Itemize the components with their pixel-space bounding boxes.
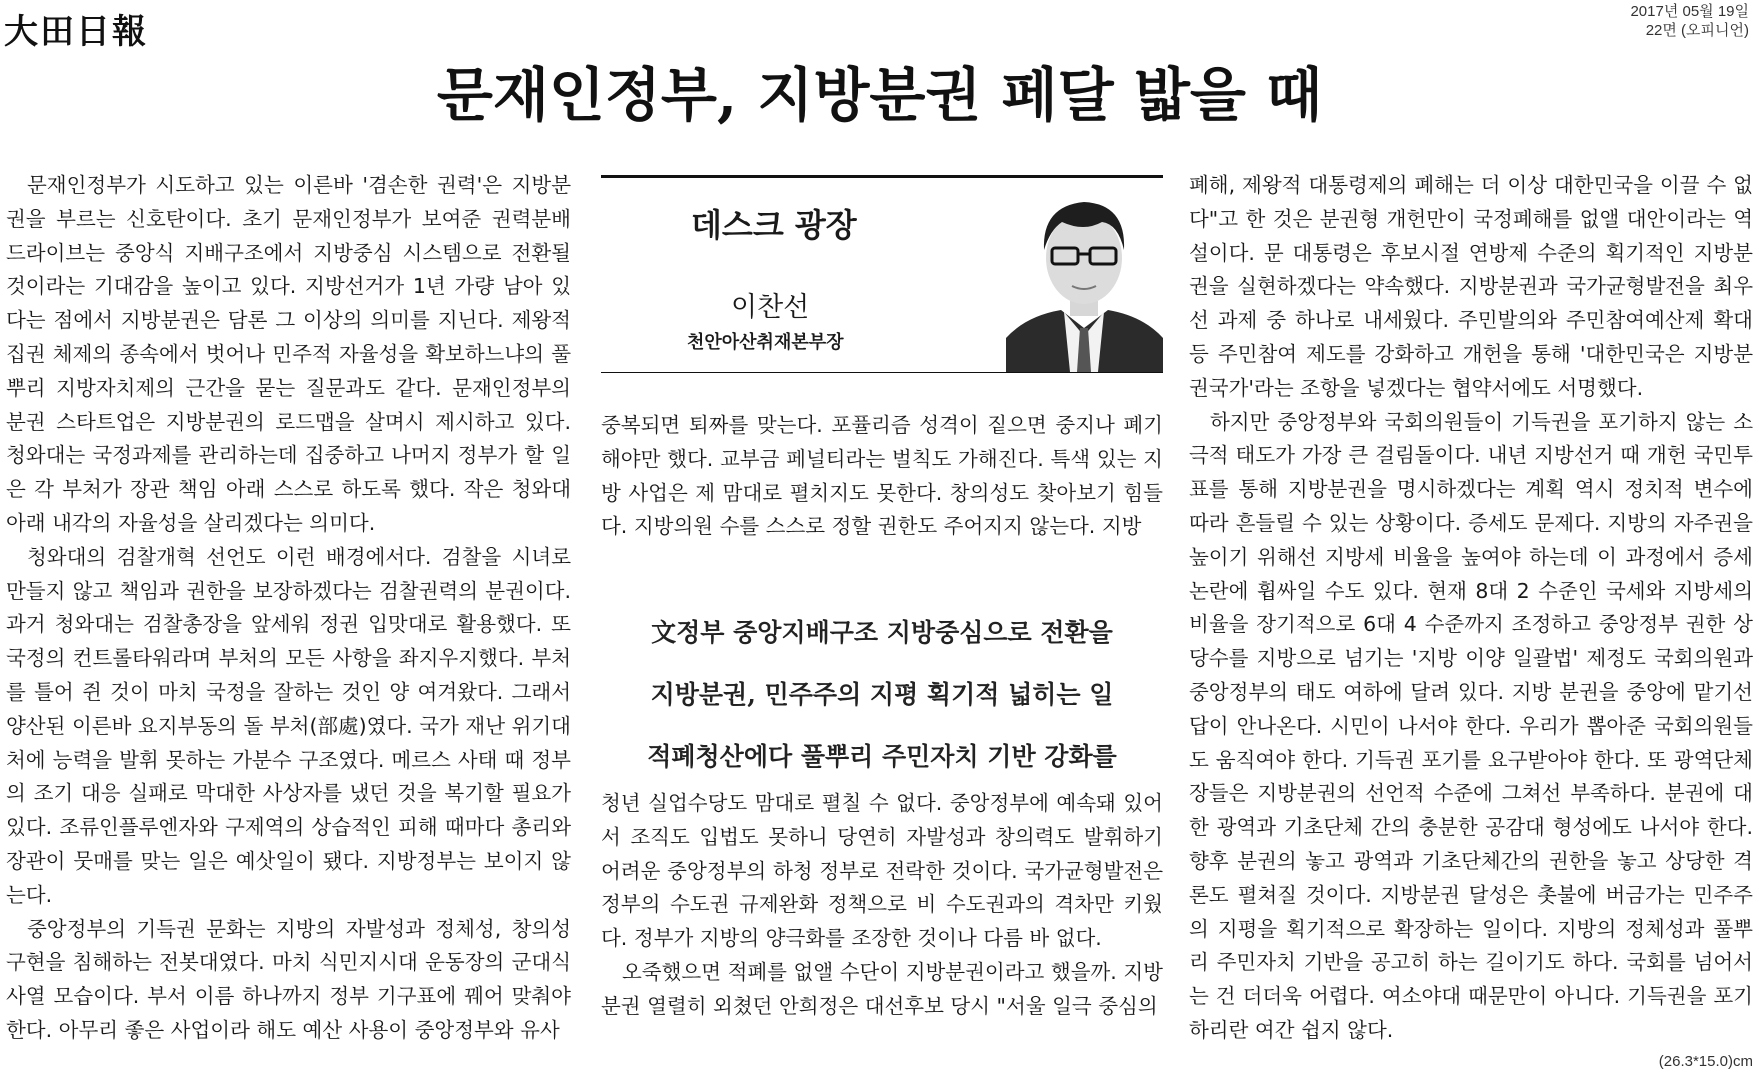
paragraph: 문재인정부가 시도하고 있는 이른바 '겸손한 권력'은 지방분권을 부르는 신호탄이다. 초기 문재인정부가 보여준 권력분배 드라이브는 중앙식 지배구조에서 지방중심 시스템으로 전환될 것이라는 기대감을 높이고 있다. 지방선거가 1년 가량 남아 있다는 점에서 지방분권은 담론 그 이상의 의미를 지닌다. 제왕적 집권 체제의 종속에서 벗어나 민주적 자율성을 확보하느냐의 풀뿌리 지방자치제의 근간을 묻는 질문과도 같다. 문재인정부의 분권 스타트업은 지방분권의 로드맵을 살며시 제시하고 있다. 청와대는 국정과제를 관리하는데 집중하고 나머지 정부가 할 일은 각 부처가 장관 책임 아래 스스로 하도록 했다. 작은 청와대 아래 내각의 자율성을 살리겠다는 의미다.	[6, 173, 571, 535]
newspaper-logo: 大田日報	[4, 12, 148, 52]
author-photo	[1006, 188, 1163, 372]
pull-quote-line: 지방분권, 민주주의 지평 획기적 넓히는 일	[650, 680, 1114, 709]
article-headline: 문재인정부, 지방분권 페달 밟을 때	[436, 61, 1323, 129]
column-header-box	[601, 175, 1163, 373]
paragraph: 폐해, 제왕적 대통령제의 폐해는 더 이상 대한민국을 이끌 수 없다"고 한 것은 분권형 개헌만이 국정폐해를 없앨 대안이라는 역설이다. 문 대통령은 후보시절 연방제 수준의 획기적인 지방분권을 실현하겠다는 약속했다. 지방분권과 국가균형발전을 최우선 과제 중 하나로 내세웠다. 주민발의와 주민참여예산제 확대 등 주민참여 제도를 강화하고 개헌을 통해 '대한민국은 지방분권국가'라는 조항을 넣겠다는 협약서에도 서명했다.	[1189, 173, 1753, 400]
body-column-1	[6, 169, 571, 1048]
column-section-title: 데스크 광장	[691, 206, 857, 244]
paragraph: 하지만 중앙정부와 국회의원들이 기득권을 포기하지 않는 소극적 태도가 가장 큰 걸림돌이다. 내년 지방선거 때 개헌 국민투표를 통해 지방분권을 명시하겠다는 계획 역시 정치적 변수에 따라 흔들릴 수 있는 상황이다. 증세도 문제다. 지방의 자주권을 높이기 위해선 지방세 비율을 높여야 하는데 이 과정에서 증세 논란에 휩싸일 수도 있다. 현재 8대 2 수준인 국세와 지방세의 비율을 장기적으로 6대 4 수준까지 조정하고 중앙정부 권한 상당수를 지방으로 넘기는 '지방 이양 일괄법' 제정도 국회의원과 중앙정부의 태도 여하에 달려 있다. 지방 분권을 중앙에 맡기선 답이 안나온다. 시민이 나서야 한다. 우리가 뽑아준 국회의원들도 움직여야 한다. 기득권 포기를 요구받아야 한다. 또 광역단체장들은 지방분권의 선언적 수준에 그쳐선 부족하다. 분권에 대한 광역과 기초단체 간의 충분한 공감대 형성에도 나서야 한다. 향후 분권의 놓고 광역과 기초단체간의 권한을 놓고 상당한 격론도 펼쳐질 것이다. 지방분권 달성은 촛불에 버금가는 민주주의 지평을 획기적으로 확장하는 일이다. 지방의 정체성과 풀뿌리 주민자치 기반을 공고히 하는 길이기도 하다. 국회를 넘어서는 건 더더욱 어렵다. 여소야대 때문만이 아니다. 기득권을 포기하리란 여간 쉽지 않다.	[1189, 409, 1753, 1042]
paragraph: 중앙정부의 기득권 문화는 지방의 자발성과 정체성, 창의성 구현을 침해하는 전봇대였다. 마치 식민지시대 운동장의 군대식 사열 모습이다. 부서 이름 하나까지 정부 기구표에 꿰어 맞춰야 한다. 아무리 좋은 사업이라 해도 예산 사용이 중앙정부와 유사	[6, 916, 571, 1042]
body-column-2-top	[601, 409, 1163, 544]
article-size-note: (26.3*15.0)cm	[1658, 1053, 1753, 1070]
author-name: 이찬선	[731, 292, 810, 323]
paragraph: 청년 실업수당도 맘대로 펼칠 수 없다. 중앙정부에 예속돼 있어서 조직도 입법도 못하니 당연히 자발성과 창의력도 발휘하기 어려운 중앙정부의 하청 정부로 전락한 것이다. 국가균형발전은 정부의 수도권 규제완화 정책으로 비 수도권과의 격차만 키웠다. 정부가 지방의 양극화를 조장한 것이나 다름 바 없다.	[601, 791, 1163, 951]
paragraph: 청와대의 검찰개혁 선언도 이런 배경에서다. 검찰을 시녀로 만들지 않고 책임과 권한을 보장하겠다는 검찰권력의 분권이다. 과거 청와대는 검찰총장을 앞세워 정권 입맛대로 활용했다. 또 국정의 컨트롤타워라며 부처의 모든 사항을 좌지우지했다. 부처를 틀어 쥔 것이 마치 국정을 잘하는 것인 양 여겨왔다. 그래서 양산된 이른바 요지부동의 돌 부처(部處)였다. 국가 재난 위기대처에 능력을 발휘 못하는 가분수 구조였다. 메르스 사태 때 정부의 조기 대응 실패로 막대한 사상자를 냈던 것을 복기할 필요가 있다. 조류인플루엔자와 구제역의 상습적인 피해 때마다 총리와 장관이 뭇매를 맞는 일은 예삿일이 됐다. 지방정부는 보이지 않는다.	[6, 544, 571, 907]
issue-meta	[1630, 2, 1749, 40]
pull-quote-line: 文정부 중앙지배구조 지방중심으로 전환을	[651, 618, 1113, 647]
pull-quote	[601, 602, 1163, 788]
issue-date: 2017년 05월 19일	[1630, 3, 1749, 20]
paragraph: 중복되면 퇴짜를 맞는다. 포퓰리즘 성격이 짙으면 중지나 폐기해야만 했다. 교부금 페널티라는 벌칙도 가해진다. 특색 있는 지방 사업은 제 맘대로 펼치지도 못한다. 창의성도 찾아보기 힘들다. 지방의원 수를 스스로 정할 권한도 주어지지 않는다. 지방	[601, 413, 1163, 539]
body-column-3	[1189, 169, 1753, 1048]
pull-quote-line: 적폐청산에다 풀뿌리 주민자치 기반 강화를	[647, 742, 1117, 771]
page-number: 22면 (오피니언)	[1645, 22, 1749, 39]
author-role: 천안아산취재본부장	[687, 332, 844, 353]
body-column-2-bottom	[601, 787, 1163, 1024]
paragraph: 오죽했으면 적폐를 없앨 수단이 지방분권이라고 했을까. 지방분권 열렬히 외쳤던 안희정은 대선후보 당시 "서울 일극 중심의	[601, 959, 1163, 1018]
